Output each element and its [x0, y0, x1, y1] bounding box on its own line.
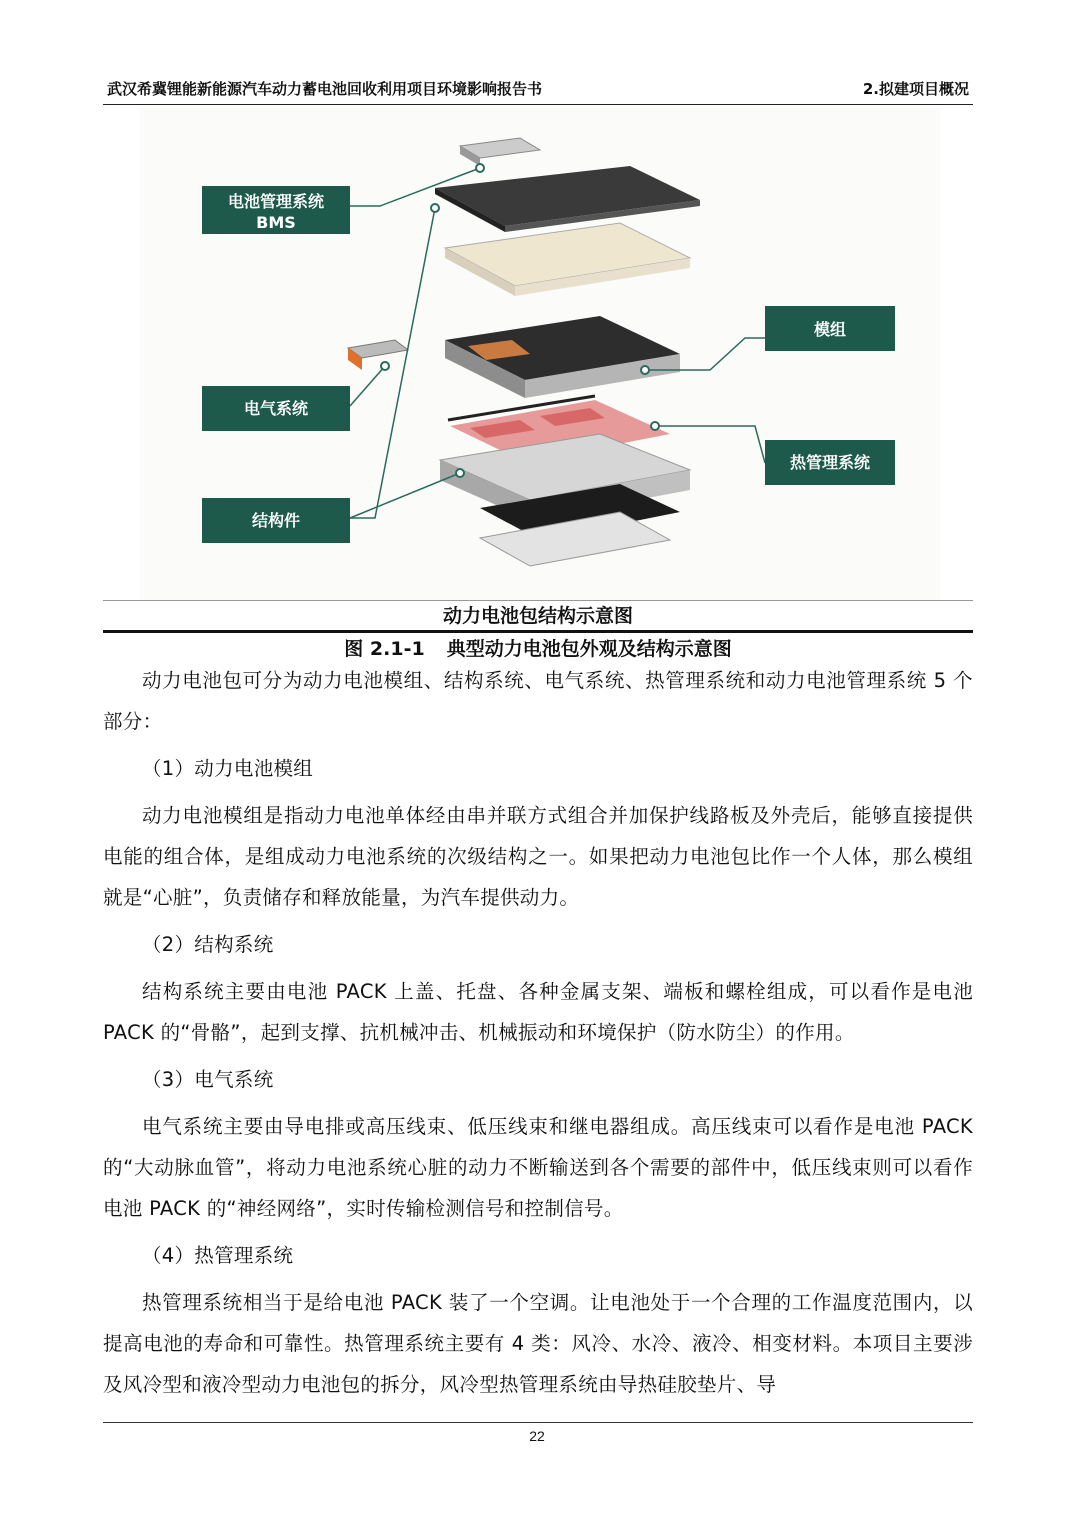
subheading: （1）动力电池模组 — [142, 757, 314, 780]
label-bms-line2: BMS — [256, 213, 296, 232]
subheading: （2）结构系统 — [142, 933, 274, 956]
figure-title — [103, 634, 973, 661]
figure-caption: 动力电池包结构示意图 — [442, 605, 633, 627]
paragraph: 热管理系统相当于是给电池 PACK 装了一个空调。让电池处于一个合理的工作温度范围内，以提高电池的寿命和可靠性。热管理系统主要有 4 类：风冷、水冷、液冷、相变材料。本项目主要涉及风冷型和液冷型动力电池包的拆分，风冷型热管理系统由导热硅胶垫片、导 — [103, 1291, 973, 1396]
label-thermal-text: 热管理系统 — [789, 453, 871, 472]
body-text — [103, 660, 973, 1405]
battery-pack-diagram — [140, 108, 940, 600]
label-electrical — [202, 386, 350, 431]
paragraph: 结构系统主要由电池 PACK 上盖、托盘、各种金属支架、端板和螺栓组成，可以看作是电池 PACK 的“骨骼”，起到支撑、抗机械冲击、机械振动和环境保护（防水防尘）的作用。 — [103, 980, 973, 1044]
section-title: 2.拟建项目概况 — [862, 80, 969, 98]
label-structure-text: 结构件 — [251, 511, 301, 530]
page-header — [103, 74, 973, 105]
subheading: （4）热管理系统 — [142, 1244, 294, 1267]
label-structure — [202, 498, 350, 543]
label-module-text: 模组 — [813, 320, 847, 339]
paragraph: 电气系统主要由导电排或高压线束、低压线束和继电器组成。高压线束可以看作是电池 PACK 的“大动脉血管”，将动力电池系统心脏的动力不断输送到各个需要的部件中，低压线束则可以看作电池 PACK 的“神经网络”，实时传输检测信号和控制信号。 — [103, 1115, 973, 1220]
page-number: 22 — [529, 1428, 545, 1444]
doc-title: 武汉希冀锂能新能源汽车动力蓄电池回收利用项目环境影响报告书 — [107, 80, 543, 98]
subheading: （3）电气系统 — [142, 1068, 274, 1091]
label-electrical-text: 电气系统 — [243, 399, 309, 418]
footer-rule — [103, 1422, 973, 1423]
figure-rule-bottom — [103, 630, 973, 633]
label-thermal — [765, 440, 895, 485]
figure-title-text: 典型动力电池包外观及结构示意图 — [446, 638, 732, 660]
figure-number: 图 2.1-1 — [344, 638, 425, 660]
label-bms — [202, 186, 350, 234]
label-bms-line1: 电池管理系统 — [227, 192, 325, 211]
paragraph: 动力电池包可分为动力电池模组、结构系统、电气系统、热管理系统和动力电池管理系统 5 个部分： — [103, 669, 973, 733]
label-module — [765, 306, 895, 351]
paragraph: 动力电池模组是指动力电池单体经由串并联方式组合并加保护线路板及外壳后，能够直接提供电能的组合体，是组成动力电池系统的次级结构之一。如果把动力电池包比作一个人体，那么模组就是“心脏”，负责储存和释放能量，为汽车提供动力。 — [103, 804, 973, 909]
